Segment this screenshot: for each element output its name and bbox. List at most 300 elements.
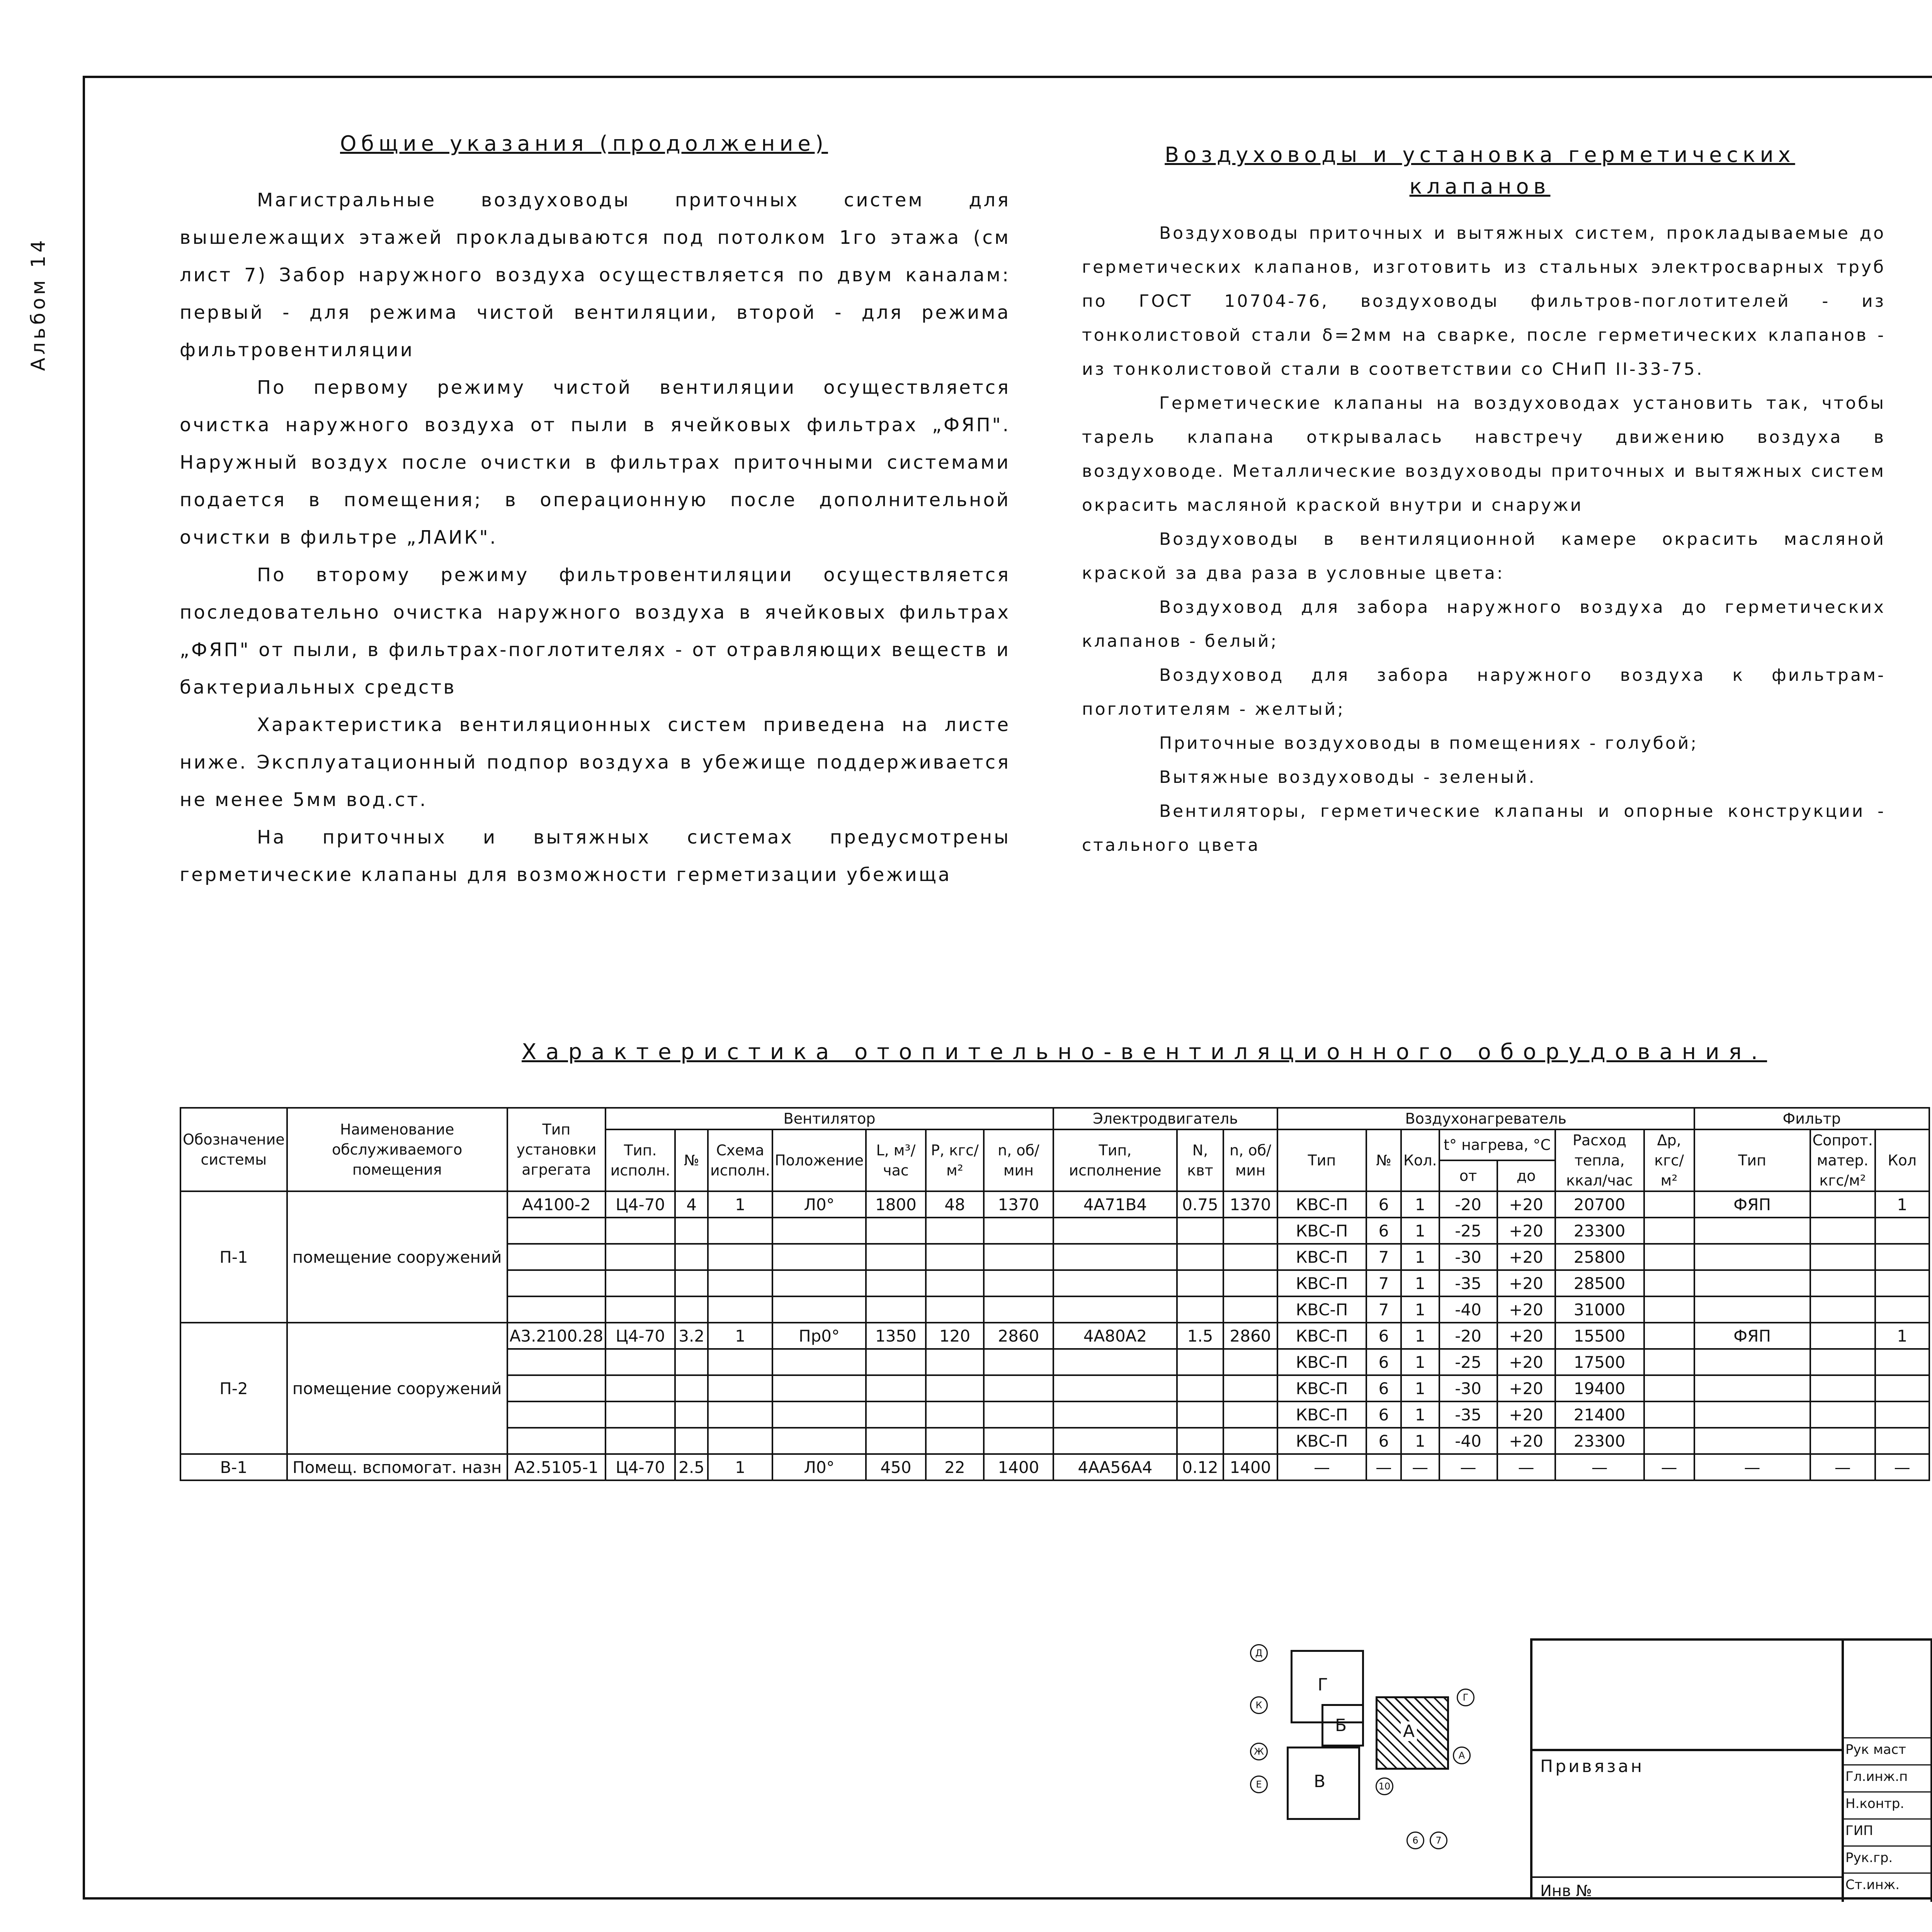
cell-N (1177, 1349, 1223, 1375)
cell-fan_type: Ц4-70 (605, 1454, 675, 1480)
cell-tt: +20 (1497, 1218, 1555, 1244)
cell-motor (1053, 1244, 1177, 1270)
cell-fq (1875, 1244, 1929, 1270)
col-header-heat-type: Тип (1277, 1129, 1366, 1191)
cell-designation: П-2 (180, 1323, 287, 1454)
cell-dp (1644, 1270, 1694, 1296)
cell-dp (1644, 1349, 1694, 1375)
cell-motor: 4А71В4 (1053, 1191, 1177, 1218)
cell-N (1177, 1428, 1223, 1454)
role-label: ГИП (1845, 1823, 1873, 1838)
cell-N (1177, 1270, 1223, 1296)
cell-ht: КВС-П (1277, 1428, 1366, 1454)
ducts-title: Воздуховоды и установка герметических клапанов (1165, 143, 1795, 199)
cell-designation: В-1 (180, 1454, 287, 1480)
cell-fq: 1 (1875, 1323, 1929, 1349)
cell-n (984, 1218, 1053, 1244)
col-header-motor: Электродвигатель (1053, 1108, 1277, 1129)
cell-Q: 23300 (1555, 1218, 1644, 1244)
cell-ht: КВС-П (1277, 1296, 1366, 1323)
cell-dp (1644, 1191, 1694, 1218)
cell-scheme: 1 (708, 1191, 772, 1218)
cell-n (984, 1244, 1053, 1270)
cell-hno: 6 (1366, 1323, 1401, 1349)
cell-tt: +20 (1497, 1428, 1555, 1454)
col-header-heat-t-to: до (1497, 1160, 1555, 1191)
cell-tf: -40 (1439, 1296, 1497, 1323)
equipment-table (180, 1107, 1930, 1481)
cell-P: 120 (926, 1323, 984, 1349)
table-row (180, 1323, 1929, 1349)
ducts-paragraph: Герметические клапаны на воздуховодах установить так, чтобы тарель клапана открывалась навстречу движению воздуха в воздуховоде. Металлические воздуховоды приточных и вытяжных систем окрасить масляной краской внутри и снаружи (1082, 393, 1886, 515)
cell-hq: 1 (1401, 1401, 1439, 1428)
cell-scheme: 1 (708, 1323, 772, 1349)
col-header-motor-n: n, об/мин (1223, 1129, 1277, 1191)
cell-tf: -25 (1439, 1218, 1497, 1244)
col-header-fan-no: № (675, 1129, 708, 1191)
ducts-paragraph: Воздуховод для забора наружного воздуха до герметических клапанов - белый; (1082, 597, 1886, 651)
cell-tt: +20 (1497, 1349, 1555, 1375)
col-header-filt-qty: Кол (1875, 1129, 1929, 1191)
cell-pos: Пр0° (772, 1323, 866, 1349)
col-header-motor-type: Тип, исполнение (1053, 1129, 1177, 1191)
cell-L: 1800 (866, 1191, 926, 1218)
scheme-label: В (1314, 1772, 1326, 1791)
cell-Q: — (1555, 1454, 1644, 1480)
cell-Q: 25800 (1555, 1244, 1644, 1270)
cell-ht: КВС-П (1277, 1375, 1366, 1401)
cell-hno: 7 (1366, 1296, 1401, 1323)
cell-motor (1053, 1349, 1177, 1375)
cell-ht: КВС-П (1277, 1191, 1366, 1218)
cell-L (866, 1349, 926, 1375)
cell-scheme (708, 1270, 772, 1296)
cell-dp (1644, 1401, 1694, 1428)
col-header-fan-P: P, кгс/м² (926, 1129, 984, 1191)
axis-marker: Е (1250, 1776, 1268, 1793)
general-notes-paragraph: По второму режиму фильтровентиляции осуществляется последовательно очистка наружного воздуха в ячейковых фильтрах „ФЯП" от пыли, в фильтрах-поглотителях - от отравляющих веществ и бактериальных средств (180, 564, 1010, 698)
cell-ft: ФЯП (1694, 1191, 1810, 1218)
cell-fan_type (605, 1401, 675, 1428)
cell-scheme (708, 1428, 772, 1454)
cell-hq: 1 (1401, 1218, 1439, 1244)
cell-hno: 7 (1366, 1270, 1401, 1296)
col-header-heat-Q: Расход тепла, ккал/час (1555, 1129, 1644, 1191)
cell-fan_no (675, 1244, 708, 1270)
cell-unit (507, 1349, 605, 1375)
cell-fr (1810, 1296, 1875, 1323)
cell-hno: 6 (1366, 1191, 1401, 1218)
cell-fq (1875, 1270, 1929, 1296)
cell-fan_type (605, 1375, 675, 1401)
cell-ht: КВС-П (1277, 1323, 1366, 1349)
cell-tt: +20 (1497, 1323, 1555, 1349)
ducts-paragraph: Вентиляторы, герметические клапаны и опорные конструкции - стального цвета (1082, 801, 1886, 855)
ducts-paragraph: Воздуховоды в вентиляционной камере окрасить масляной краской за два раза в условные цвета: (1082, 529, 1886, 583)
cell-motor (1053, 1428, 1177, 1454)
general-notes-paragraph: По первому режиму чистой вентиляции осуществляется очистка наружного воздуха от пыли в ячейковых фильтрах „ФЯП". Наружный воздух после очистки в фильтрах приточными системами подается в помещения; в операционную после дополнительной очистки в фильтре „ЛАИК". (180, 377, 1010, 548)
cell-hno: — (1366, 1454, 1401, 1480)
axis-marker: 10 (1376, 1777, 1393, 1795)
cell-L: 1350 (866, 1323, 926, 1349)
cell-mn: 1400 (1223, 1454, 1277, 1480)
cell-hno: 6 (1366, 1401, 1401, 1428)
cell-hno: 6 (1366, 1218, 1401, 1244)
col-header-fan-scheme: Схема исполн. (708, 1129, 772, 1191)
cell-fq (1875, 1296, 1929, 1323)
cell-fan_no (675, 1349, 708, 1375)
cell-ht: КВС-П (1277, 1218, 1366, 1244)
cell-hq: 1 (1401, 1270, 1439, 1296)
cell-mn (1223, 1375, 1277, 1401)
cell-unit (507, 1244, 605, 1270)
col-header-designation: Обозначение системы (180, 1108, 287, 1191)
cell-tf: -20 (1439, 1323, 1497, 1349)
table-row (180, 1454, 1929, 1480)
cell-n: 1400 (984, 1454, 1053, 1480)
title-block (1530, 1638, 1932, 1900)
cell-N (1177, 1401, 1223, 1428)
cell-dp (1644, 1428, 1694, 1454)
cell-tf: -35 (1439, 1401, 1497, 1428)
cell-motor: 4АА56А4 (1053, 1454, 1177, 1480)
cell-unit (507, 1428, 605, 1454)
cell-dp (1644, 1323, 1694, 1349)
cell-fan_no: 3.2 (675, 1323, 708, 1349)
cell-Q: 17500 (1555, 1349, 1644, 1375)
cell-fan_type: Ц4-70 (605, 1191, 675, 1218)
cell-ft (1694, 1218, 1810, 1244)
cell-pos: Л0° (772, 1191, 866, 1218)
scheme-label: А (1401, 1721, 1417, 1741)
cell-hno: 6 (1366, 1375, 1401, 1401)
cell-hq: 1 (1401, 1244, 1439, 1270)
cell-dp (1644, 1296, 1694, 1323)
cell-N: 1.5 (1177, 1323, 1223, 1349)
cell-mn (1223, 1296, 1277, 1323)
col-header-filt-type: Тип (1694, 1129, 1810, 1191)
cell-ht: КВС-П (1277, 1349, 1366, 1375)
cell-fan_type (605, 1244, 675, 1270)
cell-fan_type (605, 1296, 675, 1323)
cell-unit (507, 1218, 605, 1244)
role-label: Ст.инж. (1845, 1877, 1900, 1893)
cell-unit: А3.2100.28 (507, 1323, 605, 1349)
cell-tt: +20 (1497, 1296, 1555, 1323)
cell-P (926, 1296, 984, 1323)
cell-fr (1810, 1191, 1875, 1218)
cell-unit: А4100-2 (507, 1191, 605, 1218)
ducts-paragraph: Вытяжные воздуховоды - зеленый. (1159, 767, 1536, 787)
cell-N (1177, 1375, 1223, 1401)
cell-pos (772, 1244, 866, 1270)
col-header-heater: Воздухонагреватель (1277, 1108, 1694, 1129)
cell-ht: КВС-П (1277, 1401, 1366, 1428)
cell-pos (772, 1428, 866, 1454)
col-header-unit-type: Тип установки агрегата (507, 1108, 605, 1191)
cell-mn (1223, 1244, 1277, 1270)
cell-tf: -35 (1439, 1270, 1497, 1296)
cell-hq: 1 (1401, 1375, 1439, 1401)
cell-dp: — (1644, 1454, 1694, 1480)
cell-unit (507, 1375, 605, 1401)
col-header-fan: Вентилятор (605, 1108, 1053, 1129)
cell-fq: 1 (1875, 1191, 1929, 1218)
col-header-fan-n: n, об/мин (984, 1129, 1053, 1191)
cell-mn: 1370 (1223, 1191, 1277, 1218)
cell-Q: 15500 (1555, 1323, 1644, 1349)
cell-fr (1810, 1218, 1875, 1244)
axis-marker: Ж (1250, 1743, 1268, 1760)
cell-pos: Л0° (772, 1454, 866, 1480)
scheme-label: Г (1318, 1675, 1328, 1695)
cell-fq (1875, 1375, 1929, 1401)
cell-mn (1223, 1270, 1277, 1296)
cell-fan_type (605, 1218, 675, 1244)
cell-fan_no (675, 1375, 708, 1401)
equipment-table-title: Характеристика отопительно-вентиляционного оборудования. (522, 1039, 1767, 1065)
cell-pos (772, 1270, 866, 1296)
cell-motor: 4А80А2 (1053, 1323, 1177, 1349)
cell-fan_no (675, 1218, 708, 1244)
cell-fr (1810, 1401, 1875, 1428)
table-row (180, 1191, 1929, 1218)
cell-room: помещение сооружений (287, 1191, 507, 1323)
cell-hno: 7 (1366, 1244, 1401, 1270)
cell-scheme (708, 1349, 772, 1375)
cell-motor (1053, 1218, 1177, 1244)
cell-unit: А2.5105-1 (507, 1454, 605, 1480)
cell-n (984, 1428, 1053, 1454)
cell-tt: +20 (1497, 1270, 1555, 1296)
cell-L (866, 1218, 926, 1244)
cell-mn: 2860 (1223, 1323, 1277, 1349)
cell-scheme (708, 1401, 772, 1428)
cell-tt: +20 (1497, 1191, 1555, 1218)
cell-L (866, 1244, 926, 1270)
cell-mn (1223, 1401, 1277, 1428)
cell-fan_no (675, 1270, 708, 1296)
cell-hq: 1 (1401, 1191, 1439, 1218)
ducts-paragraph: Воздуховоды приточных и вытяжных систем, прокладываемые до герметических клапанов, изготовить из стальных электросварных труб по ГОСТ 10704-76, воздуховоды фильтров-поглотителей - из тонколистовой стали δ=2мм на сварке, после герметических клапанов - из тонколистовой стали в соответствии со СНиП II-33-75. (1082, 223, 1886, 379)
general-notes-paragraph: На приточных и вытяжных системах предусмотрены герметические клапаны для возможности герметизации убежища (180, 827, 1010, 886)
cell-tt: +20 (1497, 1401, 1555, 1428)
cell-room: помещение сооружений (287, 1323, 507, 1454)
cell-ft (1694, 1270, 1810, 1296)
general-notes-text (180, 182, 1010, 894)
album-label: Альбом 14 (27, 237, 49, 371)
cell-scheme: 1 (708, 1454, 772, 1480)
cell-ft (1694, 1375, 1810, 1401)
cell-scheme (708, 1375, 772, 1401)
cell-ht: КВС-П (1277, 1270, 1366, 1296)
cell-designation: П-1 (180, 1191, 287, 1323)
cell-fan_no (675, 1296, 708, 1323)
col-header-motor-N: N, квт (1177, 1129, 1223, 1191)
cell-tf: -20 (1439, 1191, 1497, 1218)
cell-dp (1644, 1244, 1694, 1270)
ducts-text (1082, 216, 1886, 862)
cell-L: 450 (866, 1454, 926, 1480)
col-header-filter: Фильтр (1694, 1108, 1929, 1129)
cell-n: 1370 (984, 1191, 1053, 1218)
cell-motor (1053, 1401, 1177, 1428)
cell-unit (507, 1270, 605, 1296)
cell-n (984, 1296, 1053, 1323)
role-label: Рук.гр. (1845, 1850, 1893, 1866)
scheme-block-v (1287, 1747, 1360, 1820)
col-header-fan-pos: Положение (772, 1129, 866, 1191)
cell-mn (1223, 1428, 1277, 1454)
cell-room: Помещ. вспомогат. назн (287, 1454, 507, 1480)
col-header-filt-res: Сопрот. матер. кгс/м² (1810, 1129, 1875, 1191)
cell-fr (1810, 1428, 1875, 1454)
cell-fan_no (675, 1428, 708, 1454)
cell-fan_type (605, 1349, 675, 1375)
cell-fan_type (605, 1270, 675, 1296)
cell-scheme (708, 1244, 772, 1270)
cell-mn (1223, 1218, 1277, 1244)
role-label: Гл.инж.п (1845, 1769, 1908, 1784)
cell-P (926, 1244, 984, 1270)
cell-unit (507, 1401, 605, 1428)
cell-Q: 31000 (1555, 1296, 1644, 1323)
cell-n (984, 1375, 1053, 1401)
cell-tf: -25 (1439, 1349, 1497, 1375)
scheme-block-a (1376, 1696, 1449, 1770)
cell-fr (1810, 1323, 1875, 1349)
cell-P: 22 (926, 1454, 984, 1480)
cell-scheme (708, 1296, 772, 1323)
inventory-label: Инв № (1540, 1882, 1592, 1900)
cell-scheme (708, 1218, 772, 1244)
cell-motor (1053, 1296, 1177, 1323)
cell-P (926, 1349, 984, 1375)
role-label: Рук маст (1845, 1742, 1906, 1757)
cell-fq (1875, 1349, 1929, 1375)
cell-N (1177, 1244, 1223, 1270)
col-header-heat-no: № (1366, 1129, 1401, 1191)
cell-hno: 6 (1366, 1428, 1401, 1454)
cell-hno: 6 (1366, 1349, 1401, 1375)
cell-mn (1223, 1349, 1277, 1375)
cell-P (926, 1218, 984, 1244)
col-header-heat-qty: Кол. (1401, 1129, 1439, 1191)
cell-ft (1694, 1349, 1810, 1375)
axis-marker: 7 (1430, 1832, 1447, 1849)
cell-pos (772, 1349, 866, 1375)
cell-N (1177, 1218, 1223, 1244)
role-label: Н.контр. (1845, 1796, 1905, 1811)
scheme-block-b (1321, 1704, 1364, 1747)
ducts-paragraph: Приточные воздуховоды в помещениях - голубой; (1159, 733, 1699, 753)
scheme-label: Б (1335, 1716, 1347, 1735)
cell-ft (1694, 1428, 1810, 1454)
cell-tt: +20 (1497, 1375, 1555, 1401)
cell-P (926, 1428, 984, 1454)
axis-marker: К (1250, 1696, 1268, 1714)
cell-tt: +20 (1497, 1244, 1555, 1270)
col-header-heat-t: t° нагрева, °С (1439, 1129, 1555, 1160)
cell-L (866, 1270, 926, 1296)
general-notes-title: Общие указания (продолжение) (340, 131, 828, 156)
cell-L (866, 1375, 926, 1401)
cell-N: 0.12 (1177, 1454, 1223, 1480)
axis-marker: А (1453, 1747, 1471, 1764)
cell-fan_no: 2.5 (675, 1454, 708, 1480)
cell-fr (1810, 1349, 1875, 1375)
cell-fr (1810, 1270, 1875, 1296)
cell-motor (1053, 1375, 1177, 1401)
cell-hq: 1 (1401, 1296, 1439, 1323)
cell-dp (1644, 1375, 1694, 1401)
general-notes-paragraph: Магистральные воздуховоды приточных систем для вышележащих этажей прокладываются под потолком 1го этажа (см лист 7) Забор наружного воздуха осуществляется по двум каналам: первый - для режима чистой вентиляции, второй - для режима фильтровентиляции (180, 189, 1010, 361)
cell-hq: — (1401, 1454, 1439, 1480)
cell-n (984, 1401, 1053, 1428)
cell-n (984, 1270, 1053, 1296)
axis-marker: 6 (1406, 1832, 1424, 1849)
cell-fq (1875, 1401, 1929, 1428)
ducts-paragraph: Воздуховод для забора наружного воздуха к фильтрам-поглотителям - желтый; (1082, 665, 1886, 719)
axis-marker: Д (1250, 1644, 1268, 1662)
cell-P (926, 1401, 984, 1428)
cell-pos (772, 1296, 866, 1323)
col-header-fan-type: Тип. исполн. (605, 1129, 675, 1191)
cell-L (866, 1296, 926, 1323)
cell-hq: 1 (1401, 1323, 1439, 1349)
cell-fq (1875, 1428, 1929, 1454)
axis-marker: Г (1457, 1689, 1475, 1706)
cell-N (1177, 1296, 1223, 1323)
cell-tf: -30 (1439, 1375, 1497, 1401)
cell-tt: — (1497, 1454, 1555, 1480)
cell-ft (1694, 1401, 1810, 1428)
cell-hq: 1 (1401, 1349, 1439, 1375)
col-header-fan-L: L, м³/час (866, 1129, 926, 1191)
cell-dp (1644, 1218, 1694, 1244)
cell-n: 2860 (984, 1323, 1053, 1349)
cell-fq (1875, 1218, 1929, 1244)
cell-Q: 28500 (1555, 1270, 1644, 1296)
cell-ht: КВС-П (1277, 1244, 1366, 1270)
cell-pos (772, 1218, 866, 1244)
cell-unit (507, 1296, 605, 1323)
cell-pos (772, 1401, 866, 1428)
cell-P (926, 1375, 984, 1401)
cell-ft (1694, 1296, 1810, 1323)
cell-L (866, 1401, 926, 1428)
cell-ht: — (1277, 1454, 1366, 1480)
cell-ft: — (1694, 1454, 1810, 1480)
cell-motor (1053, 1270, 1177, 1296)
cell-fan_no: 4 (675, 1191, 708, 1218)
col-header-heat-t-from: от (1439, 1160, 1497, 1191)
cell-Q: 20700 (1555, 1191, 1644, 1218)
col-header-room: Наименование обслуживаемого помещения (287, 1108, 507, 1191)
cell-hq: 1 (1401, 1428, 1439, 1454)
cell-L (866, 1428, 926, 1454)
cell-fan_type (605, 1428, 675, 1454)
cell-fr (1810, 1375, 1875, 1401)
cell-tf: — (1439, 1454, 1497, 1480)
cell-Q: 21400 (1555, 1401, 1644, 1428)
cell-N: 0.75 (1177, 1191, 1223, 1218)
cell-fan_type: Ц4-70 (605, 1323, 675, 1349)
binding-label: Привязан (1540, 1757, 1645, 1776)
cell-Q: 19400 (1555, 1375, 1644, 1401)
cell-n (984, 1349, 1053, 1375)
general-notes-paragraph: Характеристика вентиляционных систем приведена на листе ниже. Эксплуатационный подпор воздуха в убежище поддерживается не менее 5мм вод.ст. (180, 714, 1010, 811)
